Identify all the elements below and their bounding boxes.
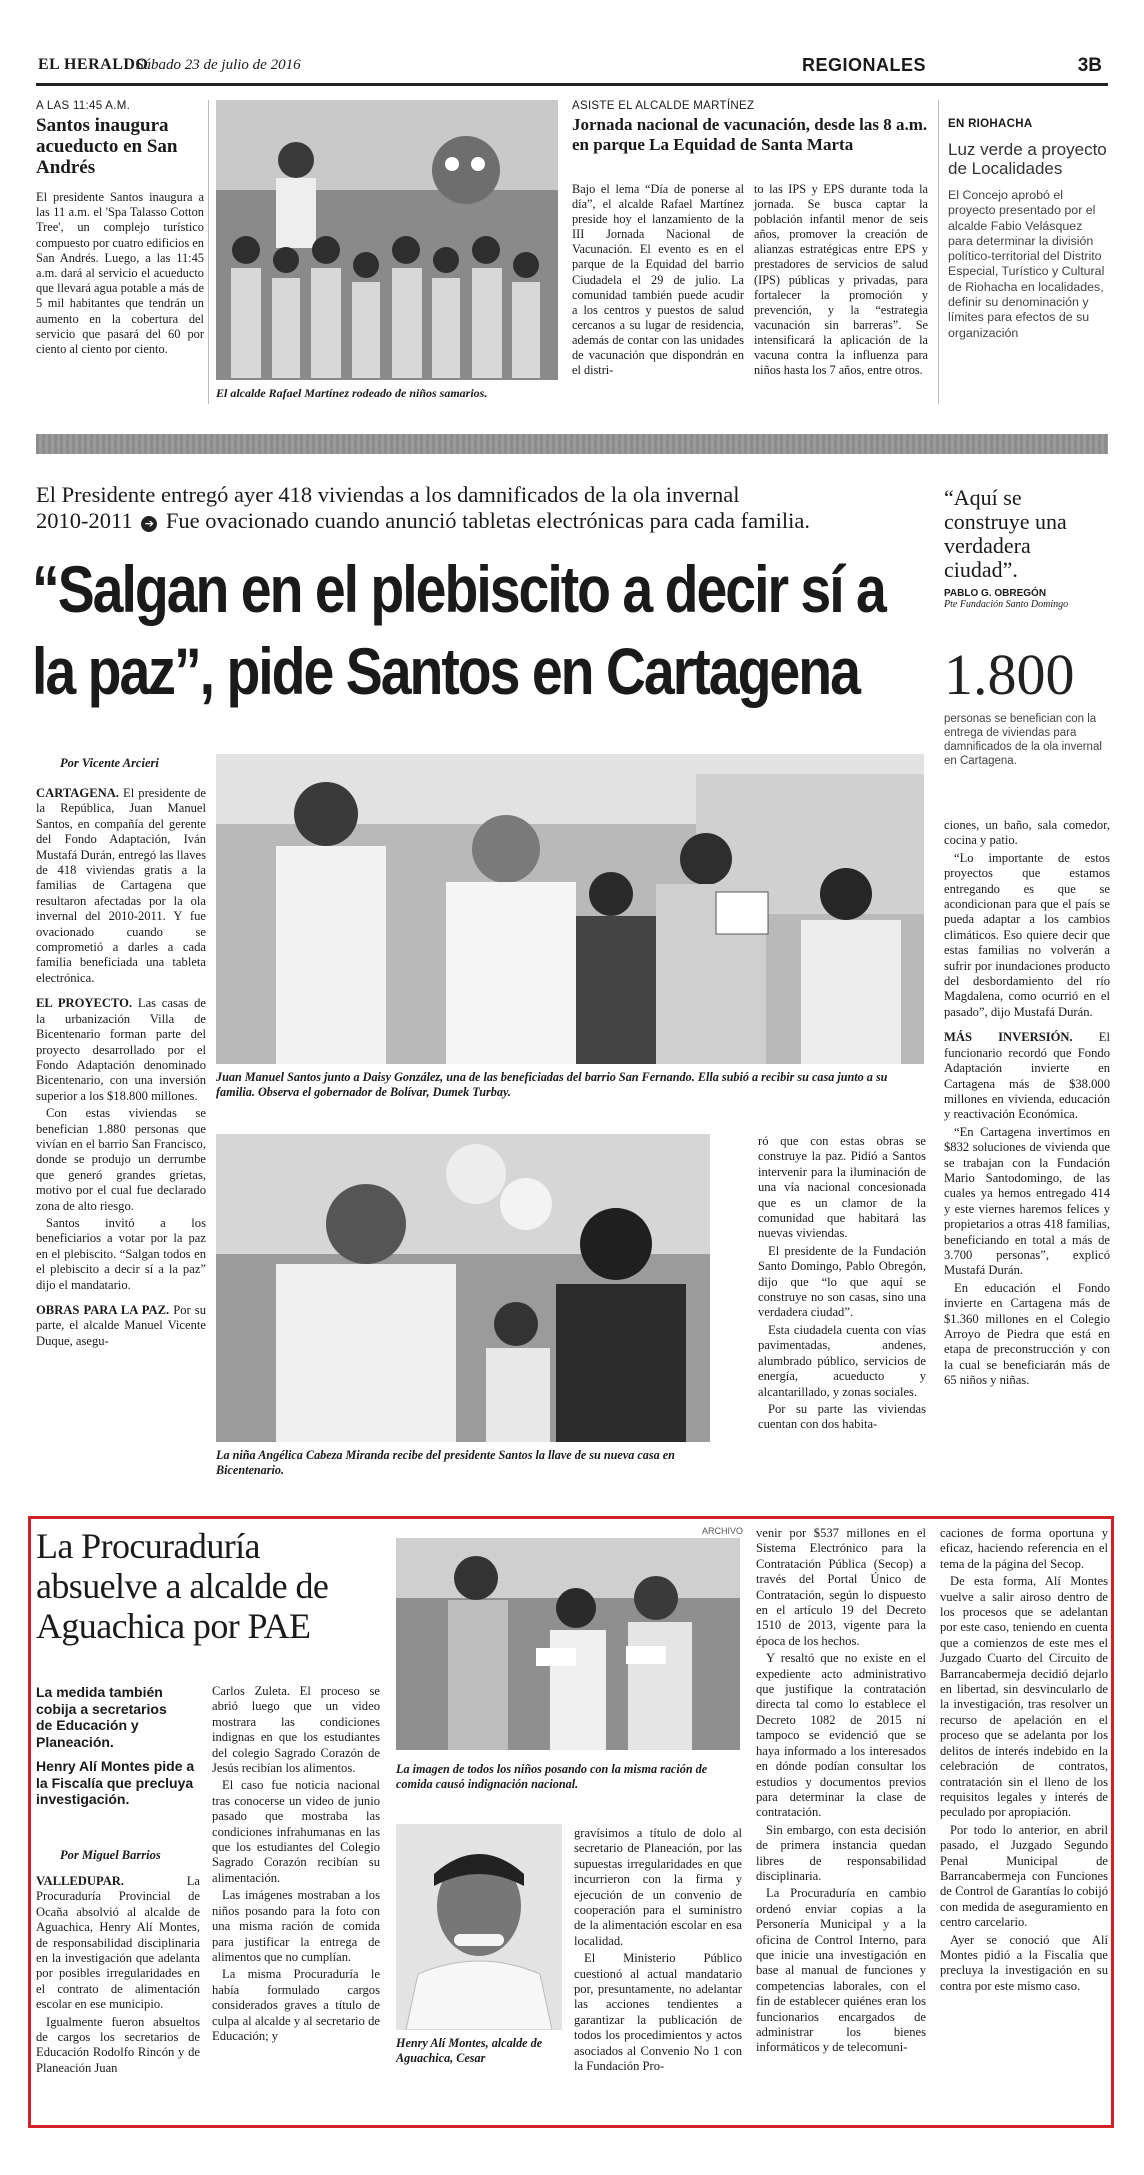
brief-santos-san-andres <box>36 100 204 357</box>
proc-column-e <box>940 1526 1108 1996</box>
paragraph: MÁS INVERSIÓN. El funcionario recordó que Fondo Adaptación invierte en Cartagena más de $38.000 millones en vivienda, educación y reactivación Económica. <box>944 1030 1110 1122</box>
summary-1: La medida también cobija a secretarios de Educación y Planeación. <box>36 1684 167 1750</box>
photo-santos-key-delivery <box>216 1134 710 1442</box>
stat-number: 1.800 <box>944 642 1075 707</box>
main-column-right <box>944 818 1110 1391</box>
arrow-right-icon: ➔ <box>141 516 157 532</box>
proc-column-a <box>36 1874 200 2078</box>
procuraduria-headline: La Procuraduría absuelve a alcalde de Aguachica por PAE <box>36 1526 329 1646</box>
quote-author: PABLO G. OBREGÓN <box>944 588 1047 599</box>
paragraph: La misma Procuraduría le había formulado cargos considerados graves a título de culpa al alcalde y al secretario de Educación; y <box>212 1967 380 2043</box>
issue-date: Sábado 23 de julio de 2016 <box>136 57 301 73</box>
deck-years: 2010-2011 <box>36 508 133 533</box>
paragraph: Por su parte las viviendas cuentan con dos habita- <box>758 1401 926 1432</box>
page-number: 3B <box>1077 55 1102 76</box>
header-rule <box>36 83 1108 86</box>
column-divider <box>208 100 209 404</box>
pull-quote <box>944 486 1108 610</box>
main-column-1 <box>36 786 206 1351</box>
paragraph: ró que con estas obras se construye la paz. Pidió a Santos intervenir para la iluminación de una vía nacional concesionada que es un clamor de la comunidad que habitará las nuevas viviendas. <box>758 1134 926 1241</box>
byline: Por Miguel Barrios <box>60 1848 161 1862</box>
paragraph: “En Cartagena invertimos en $832 soluciones de vivienda que se trabajan con la Fundación Mario Santodomingo, de las cuales ya hemos entregado 414 y este viernes haremos felices y propietarios a otras 418 familias, beneficiando en total a más de 3.700 personas”, explicó Mustafá Durán. <box>944 1124 1110 1278</box>
photo-caption: La niña Angélica Cabeza Miranda recibe del presidente Santos la llave de su nueva casa en Bicentenario. <box>216 1448 675 1477</box>
headline-line-1: “Salgan en el plebiscito a decir sí a <box>32 552 885 626</box>
masthead: EL HERALDO <box>38 56 149 73</box>
paragraph: La Procuraduría en cambio ordenó enviar copias a la Personería Municipal y a la oficina de Control Interno, para que inicie una investigación en base al manual de funciones y competencias laborales, con el fin de establecer quiénes eran los funcionarios encargados de administrar los bienes informáticos y de telecomuni- <box>756 1886 926 2055</box>
paragraph: El presidente de la Fundación Santo Domingo, Pablo Obregón, dijo que “lo que aquí se construye no son casas, sino una verdadera ciudad”. <box>758 1243 926 1320</box>
brief-kicker: A LAS 11:45 A.M. <box>36 100 131 112</box>
paragraph: De esta forma, Alí Montes vuelve a salir airoso dentro de los procesos que se adelantan por este caso, teniendo en cuenta que a comienzos de este mes el Juzgado Cuarto del Circuito de Barrancabermeja decidió dejarlo en libertad, sin desvincularlo de la investigación, tras resolver un recurso de apelación en el proceso que se adelanta por los delitos de interés indebido en la celebración de contratos, contratación sin el lleno de los requisitos legales y interés de peculado por apropiación. <box>940 1574 1108 1820</box>
proc-column-b <box>212 1684 380 2046</box>
main-headline <box>32 548 932 712</box>
photo-credit: ARCHIVO <box>702 1526 744 1536</box>
paragraph: Esta ciudadela cuenta con vías pavimentadas, andenes, alumbrado público, servicios de energía, acueducto y alcantarillado, y zonas sociales. <box>758 1322 926 1399</box>
brief-title: Santos inaugura acueducto en San Andrés <box>36 115 178 178</box>
brief-title: Luz verde a proyecto de Localidades <box>948 140 1107 178</box>
section-band <box>36 434 1108 454</box>
deck-line-1: El Presidente entregó ayer 418 viviendas a los damnificados de la ola invernal <box>36 482 740 507</box>
section-name: REGIONALES <box>802 55 927 75</box>
summary-2: Henry Alí Montes pide a la Fiscalía que precluya investigación. <box>36 1758 195 1807</box>
photo-mayor-children <box>216 100 558 380</box>
portrait-caption: Henry Alí Montes, alcalde de Aguachica, Cesar <box>396 2036 543 2065</box>
brief-body-col1: Bajo el lema “Día de ponerse al día”, el alcalde Rafael Martínez preside hoy el lanzamiento de la III Jornada Nacional de Vacunación. El evento es en el parque de la Equidad del barrio Ciudadela el 29 de julio. La comunidad también puede acudir a los centros y puestos de salud cercanos a su lugar de residencia, además de contar con las unidades de vacunación que dispondrán en el distri- <box>572 182 744 378</box>
proc-column-c <box>574 1826 742 2077</box>
photo-children-food <box>396 1538 740 1750</box>
paragraph: Ayer se conoció que Alí Montes pidió a la Fiscalía que precluya la investigación en su contra por este mismo caso. <box>940 1932 1108 1993</box>
paragraph: VALLEDUPAR. La Procuraduría Provincial de Ocaña absolvió al alcalde de Aguachica, Henry Alí Montes, de responsabilidad disciplinaria en la investigación que adelanta por posibles irregularidades en el contrato de alimentación escolar en ese municipio. <box>36 1874 200 2012</box>
brief-body: El Concejo aprobó el proyecto presentado por el alcalde Fabio Velásquez para determinar la división político-territorial del Distrito Especial, Turístico y Cultural de Riohacha en localidades, definir su denominación y límites para efectos de su organización <box>948 188 1105 340</box>
paragraph: En educación el Fondo invierte en Cartagena más de $1.360 millones en el Colegio Arroyo de Piedra que está en etapa de preconstrucción y con la cual se beneficiarán más de 65 niños y niñas. <box>944 1280 1110 1388</box>
paragraph: CARTAGENA. El presidente de la República, Juan Manuel Santos, en compañía del gerente del Fondo Adaptación, Iván Mustafá Durán, entregó las llaves de 418 viviendas gratis a la familias de Cartagena que resultaron afectadas por la ola invernal del 2010-2011. Y fue ovacionado cuando se comprometió a darles a cada familia beneficiada una tableta electrónica. <box>36 786 206 985</box>
paragraph: Santos invitó a los beneficiarios a votar por la paz en el plebiscito. “Salgan todos en el plebiscito a decir sí a la paz” dijo el mandatario. <box>36 1215 206 1292</box>
brief-title: Jornada nacional de vacunación, desde las 8 a.m. en parque La Equidad de Santa Marta <box>572 115 928 154</box>
brief-body: El presidente Santos inaugura a las 11 a.m. el 'Spa Talasso Cotton Tree', un complejo turístico compuesto por cuatro edificios en San Andrés. Luego, a las 11:45 a.m. dará al servicio el acueducto que llevará agua potable a más de 5 mil habitantes que tendrán un aumento en la cobertura del servicio que pasará del 60 por ciento al ciento por ciento. <box>36 190 204 357</box>
paragraph: El caso fue noticia nacional tras conocerse un video de junio pasado que mostraba las condiciones infrahumanas en las que los estudiantes del Colegio Sagrado Corazón recibían su alimentación. <box>212 1778 380 1885</box>
paragraph: caciones de forma oportuna y eficaz, haciendo referencia en el tema de la página del Secop. <box>940 1526 1108 1571</box>
paragraph: El Ministerio Público cuestionó al actual mandatario por, presuntamente, no adelantar las acciones tendientes a garantizar la publicación de todos los procedimientos y actos asociados al Convenio No 1 con la Fundación Pro- <box>574 1951 742 2074</box>
column-divider <box>938 100 939 404</box>
paragraph: Sin embargo, con esta decisión de primera instancia quedan libres de responsabilidad disciplinaria. <box>756 1822 926 1883</box>
main-column-middle <box>758 1134 926 1435</box>
photo-santos-beneficiaries <box>216 754 924 1064</box>
paragraph: ciones, un baño, sala comedor, cocina y patio. <box>944 818 1110 848</box>
deck-subtitle: Fue ovacionado cuando anunció tabletas electrónicas para cada familia. <box>165 508 811 533</box>
paragraph: Y resaltó que no existe en el expediente acto administrativo que justifique la contratación directa tal como lo establece el Decreto 1082 de 2015 ni tampoco se evidenció que se haya informado a los interesados en dónde podían consultar los estudios y documentos previos para determinar la clase de contratación. <box>756 1651 926 1820</box>
brief-kicker: ASISTE EL ALCALDE MARTÍNEZ <box>572 100 755 112</box>
paragraph: Las imágenes mostraban a los niños posando para la foto con una misma ración de comida para justificar la entrega de alimentos que no cumplían. <box>212 1888 380 1964</box>
paragraph: venir por $537 millones en el Sistema Electrónico para la Contratación Pública (Secop) a través del Portal Único de Contratación, según lo dispuesto en el artículo 19 del Decreto 1510 de 2013, vigente para la época de los hechos. <box>756 1526 926 1648</box>
photo-caption: La imagen de todos los niños posando con la misma ración de comida causó indignación nacional. <box>396 1762 708 1791</box>
portrait-henry-ali-montes <box>396 1824 562 2030</box>
photo-caption: Juan Manuel Santos junto a Daisy González, una de las beneficiadas del barrio San Fernando. Ella subió a recibir su casa junto a su familia. Observa el gobernador de Bolívar, Dumek Turbay. <box>216 1070 888 1099</box>
stat-box <box>944 644 1108 768</box>
proc-column-d <box>756 1526 926 2058</box>
paragraph: “Lo importante de estos proyectos que estamos entregando es que se acondicionan para que el país se pueda adaptar a los cambios climáticos. Eso quiere decir que estas familias no volverán a sufrir por inundaciones producto del desbordamiento del río Magdalena, como ocurrió en el pasado”, dijo Mustafá Durán. <box>944 850 1110 1019</box>
byline: Por Vicente Arcieri <box>60 756 159 770</box>
brief-vaccination <box>572 100 928 378</box>
paragraph: Por todo lo anterior, en abril pasado, el Juzgado Segundo Penal Municipal de Barrancabermeja con Funciones de Control de Garantías lo cobijó con medida de aseguramiento en centro carcelario. <box>940 1822 1108 1930</box>
stat-text: personas se benefician con la entrega de viviendas para damnificados de la ola invernal en Cartagena. <box>944 713 1102 767</box>
deck-line-2 <box>36 508 810 534</box>
paragraph: Carlos Zuleta. El proceso se abrió luego que un video mostrara las condiciones indignas en que los estudiantes del colegio Sagrado Corazón de Jesús recibían los alimentos. <box>212 1684 380 1776</box>
quote-text: “Aquí se construye una verdadera ciudad”. <box>944 485 1067 582</box>
paragraph: OBRAS PARA LA PAZ. Por su parte, el alcalde Manuel Vicente Duque, asegu- <box>36 1303 206 1348</box>
paragraph: EL PROYECTO. Las casas de la urbanización Villa de Bicentenario forman parte del proyecto desarrollado por el Fondo Adaptación denominado Bicentenario, con una inversión superior a los $18.800 millones. <box>36 996 206 1103</box>
quote-role: Pte Fundación Santo Domingo <box>944 599 1069 610</box>
page-header <box>36 52 1108 82</box>
brief-kicker: EN RIOHACHA <box>948 118 1033 130</box>
brief-body-col2: to las IPS y EPS durante toda la jornada. Se busca captar la población infantil menor de seis años, promover la creación de alianzas estratégicas entre EPS y prestadores de servicios de salud (IPS) públicas y privadas, para fortalecer la promoción y prevención, y la “estrategia vacunación sin barreras”. Se intensificará la aplicación de la vacuna contra la influenza para niños hasta los 7 años, entre otros. <box>754 182 928 378</box>
headline-line-2: la paz”, pide Santos en Cartagena <box>32 634 859 708</box>
paragraph: Igualmente fueron absueltos de cargos los secretarios de Educación Rodolfo Rincón y de Planeación Juan <box>36 2014 200 2075</box>
paragraph: Con estas viviendas se benefician 1.880 personas que vivían en el barrio San Francisco, donde se produjo un derrumbe que generó grandes grietas, motivo por el cual fue declarado zona de alto riesgo. <box>36 1106 206 1213</box>
brief-riohacha <box>948 118 1108 341</box>
photo-caption: El alcalde Rafael Martínez rodeado de niños samarios. <box>216 386 488 400</box>
paragraph: gravísimos a título de dolo al secretario de Planeación, por las supuestas irregularidades en que incurrieron con la firma y ejecución de un convenio de cooperación para el suministro de la alimentación escolar en esa localidad. <box>574 1826 742 1948</box>
